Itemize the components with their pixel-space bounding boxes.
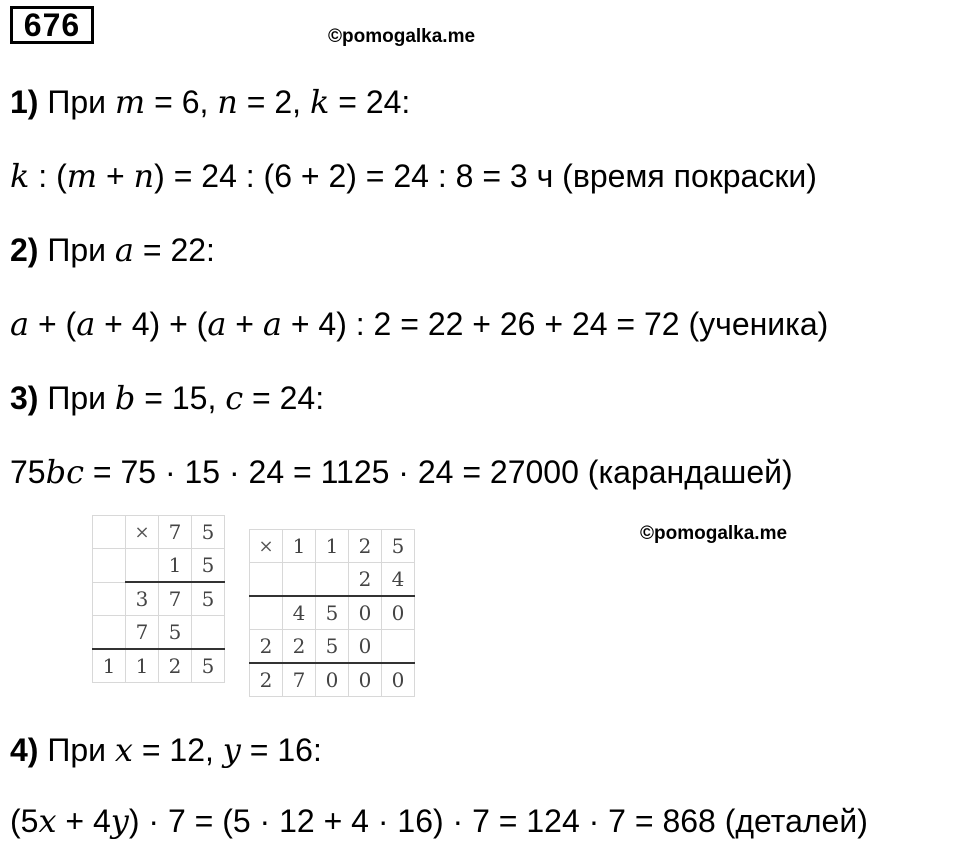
grid-row: 2 2 5 0 [250, 630, 415, 664]
watermark: ©pomogalka.me [328, 26, 476, 47]
var-y: y [222, 731, 241, 769]
var-c: c [225, 379, 244, 417]
multiply-sign: × [126, 516, 159, 549]
grid-row: 2 4 [250, 563, 415, 597]
problem-number: 1) [10, 84, 39, 120]
task-number: 676 [10, 6, 94, 44]
var-b: b [114, 379, 136, 417]
problem-number: 2) [10, 232, 39, 268]
problem-2-solution: a + (a + 4) + (a + a + 4) : 2 = 22 + 26 + 24 = 72 (ученика) [10, 305, 829, 343]
grid-row: 1 1 2 5 [93, 649, 225, 683]
column-multiplication-1125x24 [249, 529, 415, 697]
grid-row: × 7 5 [93, 516, 225, 549]
var-a: a [114, 231, 134, 269]
problem-2-condition: 2) При a = 22: [10, 231, 215, 269]
problem-4-condition: 4) При x = 12, y = 16: [10, 731, 322, 769]
grid-row: 1 5 [93, 549, 225, 583]
problem-1-solution: k : (m + n) = 24 : (6 + 2) = 24 : 8 = 3 ч (время покраски) [10, 157, 817, 195]
problem-number: 3) [10, 380, 39, 416]
grid-row: 2 7 0 0 0 [250, 663, 415, 697]
grid-row: 4 5 0 0 [250, 596, 415, 630]
var-n: n [217, 83, 238, 121]
grid-row: × 1 1 2 5 [250, 530, 415, 563]
problem-number: 4) [10, 732, 39, 768]
column-multiplication-75x15 [92, 515, 225, 683]
problem-3-condition: 3) При b = 15, c = 24: [10, 379, 325, 417]
grid-row: 7 5 [93, 616, 225, 650]
problem-1-condition: 1) При m = 6, n = 2, k = 24: [10, 83, 411, 121]
grid-row: 3 7 5 [93, 582, 225, 616]
var-k: k [309, 83, 330, 121]
var-x: x [114, 731, 133, 769]
watermark: ©pomogalka.me [640, 523, 788, 544]
var-m: m [114, 83, 146, 121]
problem-4-solution: (5x + 4y) · 7 = (5 · 12 + 4 · 16) · 7 = 124 · 7 = 868 (деталей) [10, 802, 868, 840]
multiply-sign: × [250, 530, 283, 563]
problem-3-solution: 75bc = 75 · 15 · 24 = 1125 · 24 = 27000 (карандашей) [10, 453, 793, 491]
